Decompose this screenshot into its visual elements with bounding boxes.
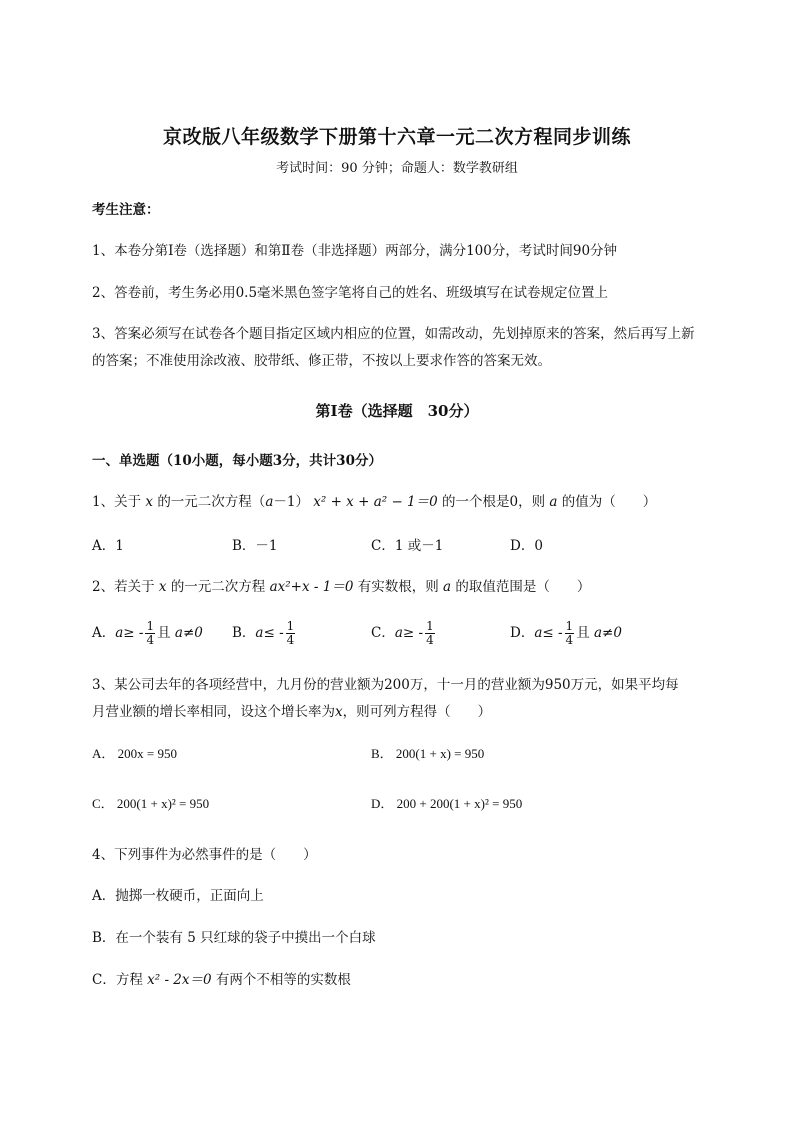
q2-option-a-relation: a≥ - (115, 625, 144, 641)
question-3-line-1: 3、某公司去年的各项经营中，九月份的营业额为200万，十一月的营业额为950万元，如果平均每 (92, 677, 679, 693)
q2-option-d-tail: 且 (576, 625, 590, 641)
q2-option-a-fraction: $\frac{1}{4}$ (146, 619, 155, 647)
q3-option-b[interactable]: B． 200(1 + x) = 950 (371, 746, 485, 761)
q2-option-a-tail: 且 (157, 625, 171, 641)
q2-option-b-label: B． (232, 625, 256, 641)
q3-option-d[interactable]: D． 200 + 200(1 + x)² = 950 (371, 796, 523, 811)
notice-item-3-line-1: 3、答案必须写在试卷各个题目指定区域内相应的位置，如需改动，先划掉原来的答案，然后再写上新 (92, 326, 695, 342)
page-title: 京改版八年级数学下册第十六章一元二次方程同步训练 (162, 126, 631, 148)
notice-item-3-line-2: 的答案；不准使用涂改液、胶带纸、修正带，不按以上要求作答的答案无效。 (92, 353, 551, 369)
q2-var-a: a (443, 579, 452, 595)
q2-equation: ax²+x - 1＝0 (269, 579, 354, 595)
q3-var-x: x (335, 704, 343, 720)
q3-line-2-post: ，则可列方程得（ ） (342, 704, 492, 720)
q1-option-b[interactable]: B．－1 (232, 538, 278, 554)
q1-option-c[interactable]: C．1 或－1 (371, 538, 444, 554)
q2-option-a[interactable] (92, 620, 203, 647)
q2-option-d-tail-2: a≠0 (593, 625, 622, 641)
q2-option-d[interactable] (510, 620, 622, 647)
q4-option-c-post: 有两个不相等的实数根 (215, 972, 351, 988)
question-1-stem (92, 493, 656, 511)
q1-var-a-2: a (549, 494, 558, 510)
notice-item-1: 1、本卷分第Ⅰ卷（选择题）和第Ⅱ卷（非选择题）两部分，满分100分，考试时间90分钟 (92, 243, 618, 259)
q1-suffix: 的一个根是0，则 (442, 494, 546, 510)
q1-var-a: a (265, 494, 274, 510)
q2-option-a-label: A． (92, 625, 116, 641)
q2-option-c-fraction: $\frac{1}{4}$ (426, 619, 434, 647)
q1-prefix: 1、关于 (92, 494, 142, 510)
question-4-stem: 4、下列事件为必然事件的是（ ） (92, 847, 317, 863)
q1-expression: x² + x + a² − 1＝0 (313, 494, 438, 510)
q2-option-b[interactable] (232, 620, 297, 647)
q2-var-x: x (158, 579, 167, 595)
q3-option-c[interactable]: C． 200(1 + x)² = 950 (92, 796, 210, 811)
q2-option-d-fraction: $\frac{1}{4}$ (565, 619, 574, 647)
q4-option-c-equation: x² - 2x＝0 (147, 972, 212, 988)
notice-heading: 考生注意： (92, 202, 160, 218)
q2-option-c[interactable] (371, 620, 437, 647)
part-heading: 一、单选题（10小题，每小题3分，共计30分） (92, 453, 382, 469)
question-2-stem (92, 578, 590, 596)
q2-mid: 的一元二次方程 (170, 579, 266, 595)
q2-option-b-fraction: $\frac{1}{4}$ (286, 619, 295, 647)
q2-option-c-label: C． (371, 625, 395, 641)
q1-eq-tail: －1） (273, 494, 309, 510)
exam-subtitle: 考试时间：90 分钟；命题人：数学教研组 (276, 161, 518, 176)
notice-item-2: 2、答卷前，考生务必用0.5毫米黑色签字笔将自己的姓名、班级填写在试卷规定位置上 (92, 285, 609, 301)
q3-line-2-pre: 月营业额的增长率相同，设这个增长率为 (92, 704, 335, 720)
q4-option-c[interactable] (92, 971, 351, 989)
q2-prefix: 2、若关于 (92, 579, 155, 595)
q2-suffix: 有实数根，则 (357, 579, 439, 595)
q2-option-b-relation: a≤ - (255, 625, 284, 641)
q2-option-c-relation: a≥ - (394, 625, 424, 641)
q4-option-a[interactable]: A．抛掷一枚硬币，正面向上 (92, 888, 264, 904)
q4-option-b[interactable]: B．在一个装有 5 只红球的袋子中摸出一个白球 (92, 930, 376, 946)
q2-option-a-tail-2: a≠0 (174, 625, 203, 641)
q1-option-d[interactable]: D．0 (510, 538, 543, 554)
q2-suffix-2: 的取值范围是（ ） (455, 579, 591, 595)
q2-option-d-label: D． (510, 625, 535, 641)
q2-option-d-relation: a≤ - (534, 625, 563, 641)
q1-suffix-2: 的值为（ ） (561, 494, 657, 510)
q3-option-a[interactable]: A． 200x = 950 (92, 746, 177, 761)
q1-var-x: x (145, 494, 154, 510)
section-title: 第Ⅰ卷（选择题 30分） (315, 402, 479, 420)
question-3-line-2 (92, 703, 491, 721)
q1-option-a[interactable]: A．1 (92, 538, 124, 554)
q4-option-c-pre: C．方程 (92, 972, 143, 988)
q1-mid: 的一元二次方程（ (157, 494, 266, 510)
